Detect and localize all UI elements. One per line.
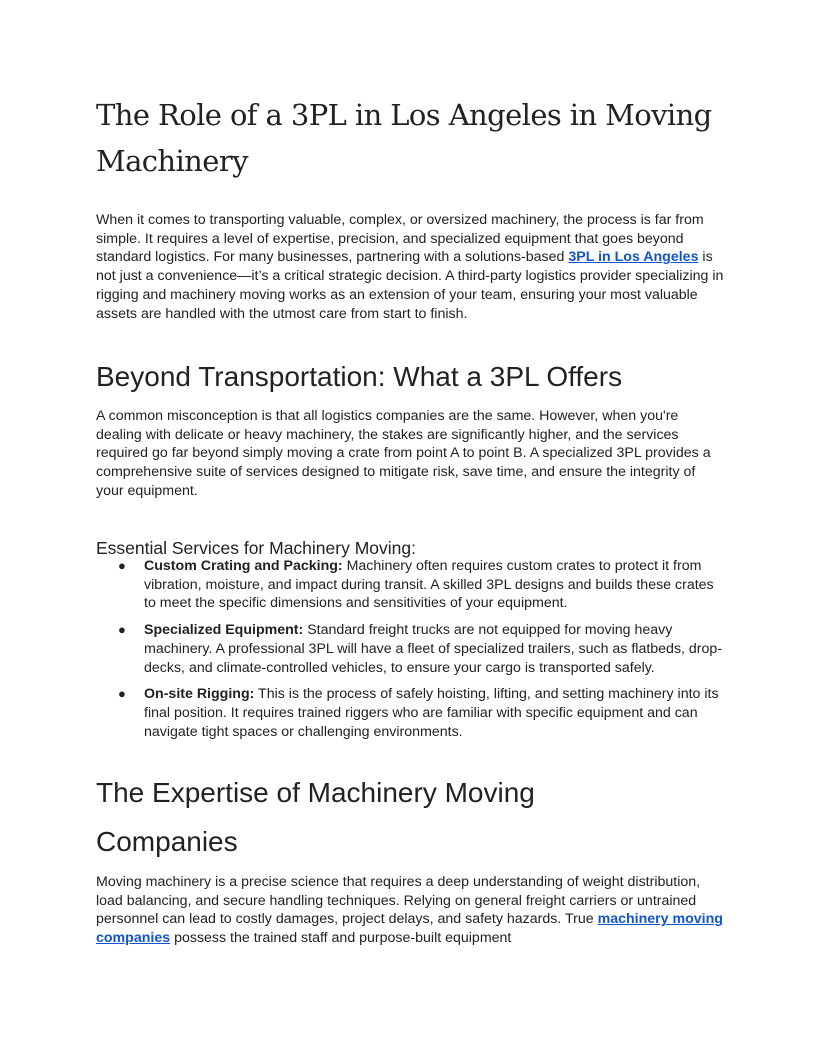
intro-paragraph: [96, 211, 724, 323]
expertise-text-end: possess the trained staff and purpose-built equipment: [170, 930, 512, 947]
list-item-custom-crating: [96, 557, 724, 613]
list-item-text: Standard freight trucks are not equipped for moving heavy machinery. A professional 3PL will have a fleet of specialized trailers, such as flatbeds, drop-decks, and climate-controlled vehicles, to ensure your cargo is transported safely.: [144, 622, 723, 676]
list-item-text: This is the process of safely hoisting, lifting, and setting machinery into its final position. It requires trained riggers who are familiar with specific equipment and can navigate tight spaces or challenging environments.: [144, 686, 719, 740]
section-heading-beyond-transportation: Beyond Transportation: What a 3PL Offers: [96, 361, 623, 392]
bullet-icon: ●: [118, 686, 126, 702]
subheading-essential-services: Essential Services for Machinery Moving:: [96, 538, 416, 558]
list-item-specialized-equipment: [96, 621, 724, 677]
3pl-los-angeles-link[interactable]: 3PL in Los Angeles: [568, 249, 699, 266]
intro-text-end: is not just a convenience—it’s a critical strategic decision. A third-party logistics provider specializing in rigging and machinery moving works as an extension of your team, ensuring your most valuable assets are handled with the utmost care from start to finish.: [96, 249, 724, 322]
section-heading-expertise: The Expertise of Machinery Moving Companies: [96, 777, 535, 857]
services-list: [96, 557, 724, 749]
list-item-text: Machinery often requires custom crates to protect it from vibration, moisture, and impact during transit. A skilled 3PL designs and builds these crates to meet the specific dimensions and sensitivities of your equipment.: [144, 558, 714, 612]
bullet-icon: ●: [118, 558, 126, 573]
machinery-moving-companies-link[interactable]: machinery moving companies: [96, 911, 723, 947]
document-title: The Role of a 3PL in Los Angeles in Moving Machinery: [96, 98, 712, 178]
intro-text-start: When it comes to transporting valuable, complex, or oversized machinery, the process is far from simple. It requires a level of expertise, precision, and specialized equipment that goes beyond standard logistics. For many businesses, partnering with a solutions-based: [96, 212, 704, 266]
list-item-label: Specialized Equipment:: [144, 622, 304, 639]
expertise-paragraph: [96, 873, 724, 948]
list-item-label: Custom Crating and Packing:: [144, 558, 343, 574]
bullet-icon: ●: [118, 622, 126, 638]
list-item-on-site-rigging: [96, 685, 724, 741]
expertise-text-start: Moving machinery is a precise science that requires a deep understanding of weight distribution, load balancing, and secure handling techniques. Relying on general freight carriers or untrained personnel can lead to costly damages, project delays, and safety hazards. True: [96, 874, 701, 928]
beyond-transportation-paragraph: A common misconception is that all logistics companies are the same. However, when you're dealing with delicate or heavy machinery, the stakes are significantly higher, and the services required go far beyond simply moving a crate from point A to point B. A specialized 3PL provides a comprehensive suite of services designed to mitigate risk, save time, and ensure the integrity of your equipment.: [96, 408, 711, 499]
list-item-label: On-site Rigging:: [144, 686, 255, 703]
